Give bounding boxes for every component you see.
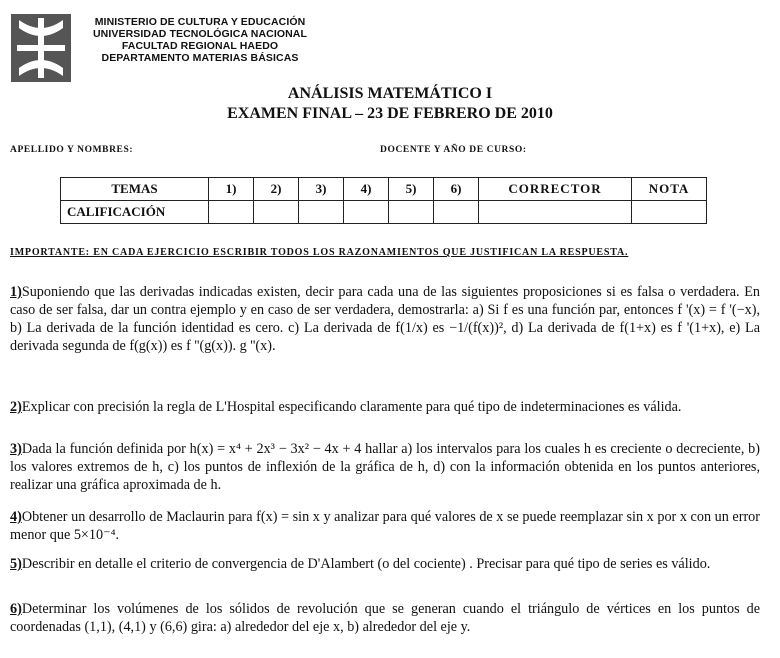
exercise-text: Obtener un desarrollo de Maclaurin para f(x) = sin x y analizar para qué valores de x se puede reemplazar sin x por x con un error menor que 5×10⁻⁴. xyxy=(10,509,760,543)
header-1: 1) xyxy=(209,178,254,201)
university-name: UNIVERSIDAD TECNOLÓGICA NACIONAL xyxy=(93,28,307,40)
header-4: 4) xyxy=(344,178,389,201)
score-cell-2[interactable] xyxy=(254,201,299,224)
header-temas: TEMAS xyxy=(61,178,209,201)
exercise-5 xyxy=(10,555,760,573)
score-cell-6[interactable] xyxy=(434,201,479,224)
exercise-number: 2) xyxy=(10,399,22,415)
header-nota: NOTA xyxy=(632,178,707,201)
header-corrector: CORRECTOR xyxy=(479,178,632,201)
name-field-label: APELLIDO Y NOMBRES: xyxy=(10,145,134,155)
header-3: 3) xyxy=(299,178,344,201)
exercise-number: 1) xyxy=(10,284,22,300)
exercise-text: Suponiendo que las derivadas indicadas existen, decir para cada una de las siguientes proposiciones si es falsa o verdadera. En caso de ser falsa, dar un contra ejemplo y en caso de ser verdadera, demostrarla: a) Si f es una función par, entonces f '(x) = f '(−x), b) La derivada de la función identidad es cero. c) La derivada de f(1/x) es −1/(f(x))², d) La derivada de f(1+x) es f '(1+x), e) La derivada segunda de f(g(x)) es f ''(g(x)). g ''(x). xyxy=(10,284,760,354)
exercise-text: Describir en detalle el criterio de convergencia de D'Alambert (o del cociente) . Precisar para qué tipo de series es válido. xyxy=(21,556,711,572)
department-name: DEPARTAMENTO MATERIAS BÁSICAS xyxy=(101,52,299,64)
exercise-2 xyxy=(10,398,760,416)
grades-header-row xyxy=(61,178,707,201)
exercise-1 xyxy=(10,283,760,355)
exercise-4 xyxy=(10,508,760,544)
exercise-text: Dada la función definida por h(x) = x⁴ + 2x³ − 3x² − 4x + 4 hallar a) los intervalos para los cuales h es creciente o decreciente, b) los valores extremos de h, c) los puntos de inflexión de la gráfica de h, d) con la información obtenida en los puntos anteriores, realizar una gráfica aproximada de h. xyxy=(10,441,760,493)
exercise-6 xyxy=(10,600,760,636)
exercise-3 xyxy=(10,440,760,494)
ministry-name: MINISTERIO DE CULTURA Y EDUCACIÓN xyxy=(94,16,306,28)
score-cell-4[interactable] xyxy=(344,201,389,224)
header-2: 2) xyxy=(254,178,299,201)
exercise-text: Explicar con precisión la regla de L'Hospital especificando claramente para qué tipo de indeterminaciones es válida. xyxy=(21,399,682,415)
score-cell-5[interactable] xyxy=(389,201,434,224)
teacher-field-label: DOCENTE Y AÑO DE CURSO: xyxy=(380,145,527,155)
exam-title: ANÁLISIS MATEMÁTICO I xyxy=(287,85,493,102)
header-6: 6) xyxy=(434,178,479,201)
score-cell-1[interactable] xyxy=(209,201,254,224)
exercise-number: 3) xyxy=(10,441,22,457)
grades-score-row xyxy=(61,201,707,224)
nota-cell[interactable] xyxy=(632,201,707,224)
exam-subtitle: EXAMEN FINAL – 23 DE FEBRERO DE 2010 xyxy=(227,105,553,122)
faculty-name: FACULTAD REGIONAL HAEDO xyxy=(121,40,279,52)
score-cell-3[interactable] xyxy=(299,201,344,224)
exercise-number: 5) xyxy=(10,556,22,572)
row-label-calificacion: CALIFICACIÓN xyxy=(61,201,209,224)
grades-table xyxy=(60,177,707,224)
corrector-cell[interactable] xyxy=(479,201,632,224)
important-note: IMPORTANTE: EN CADA EJERCICIO ESCRIBIR TODOS LOS RAZONAMIENTOS QUE JUSTIFICAN LA RESPUESTA. xyxy=(10,247,629,258)
exercise-number: 4) xyxy=(10,509,22,525)
header-5: 5) xyxy=(389,178,434,201)
exercise-text: Determinar los volúmenes de los sólidos de revolución que se generan cuando el triángulo de vértices en los puntos de coordenadas (1,1), (4,1) y (6,6) gira: a) alrededor del eje x, b) alrededor del eje y. xyxy=(10,601,760,635)
exercise-number: 6) xyxy=(10,601,22,617)
